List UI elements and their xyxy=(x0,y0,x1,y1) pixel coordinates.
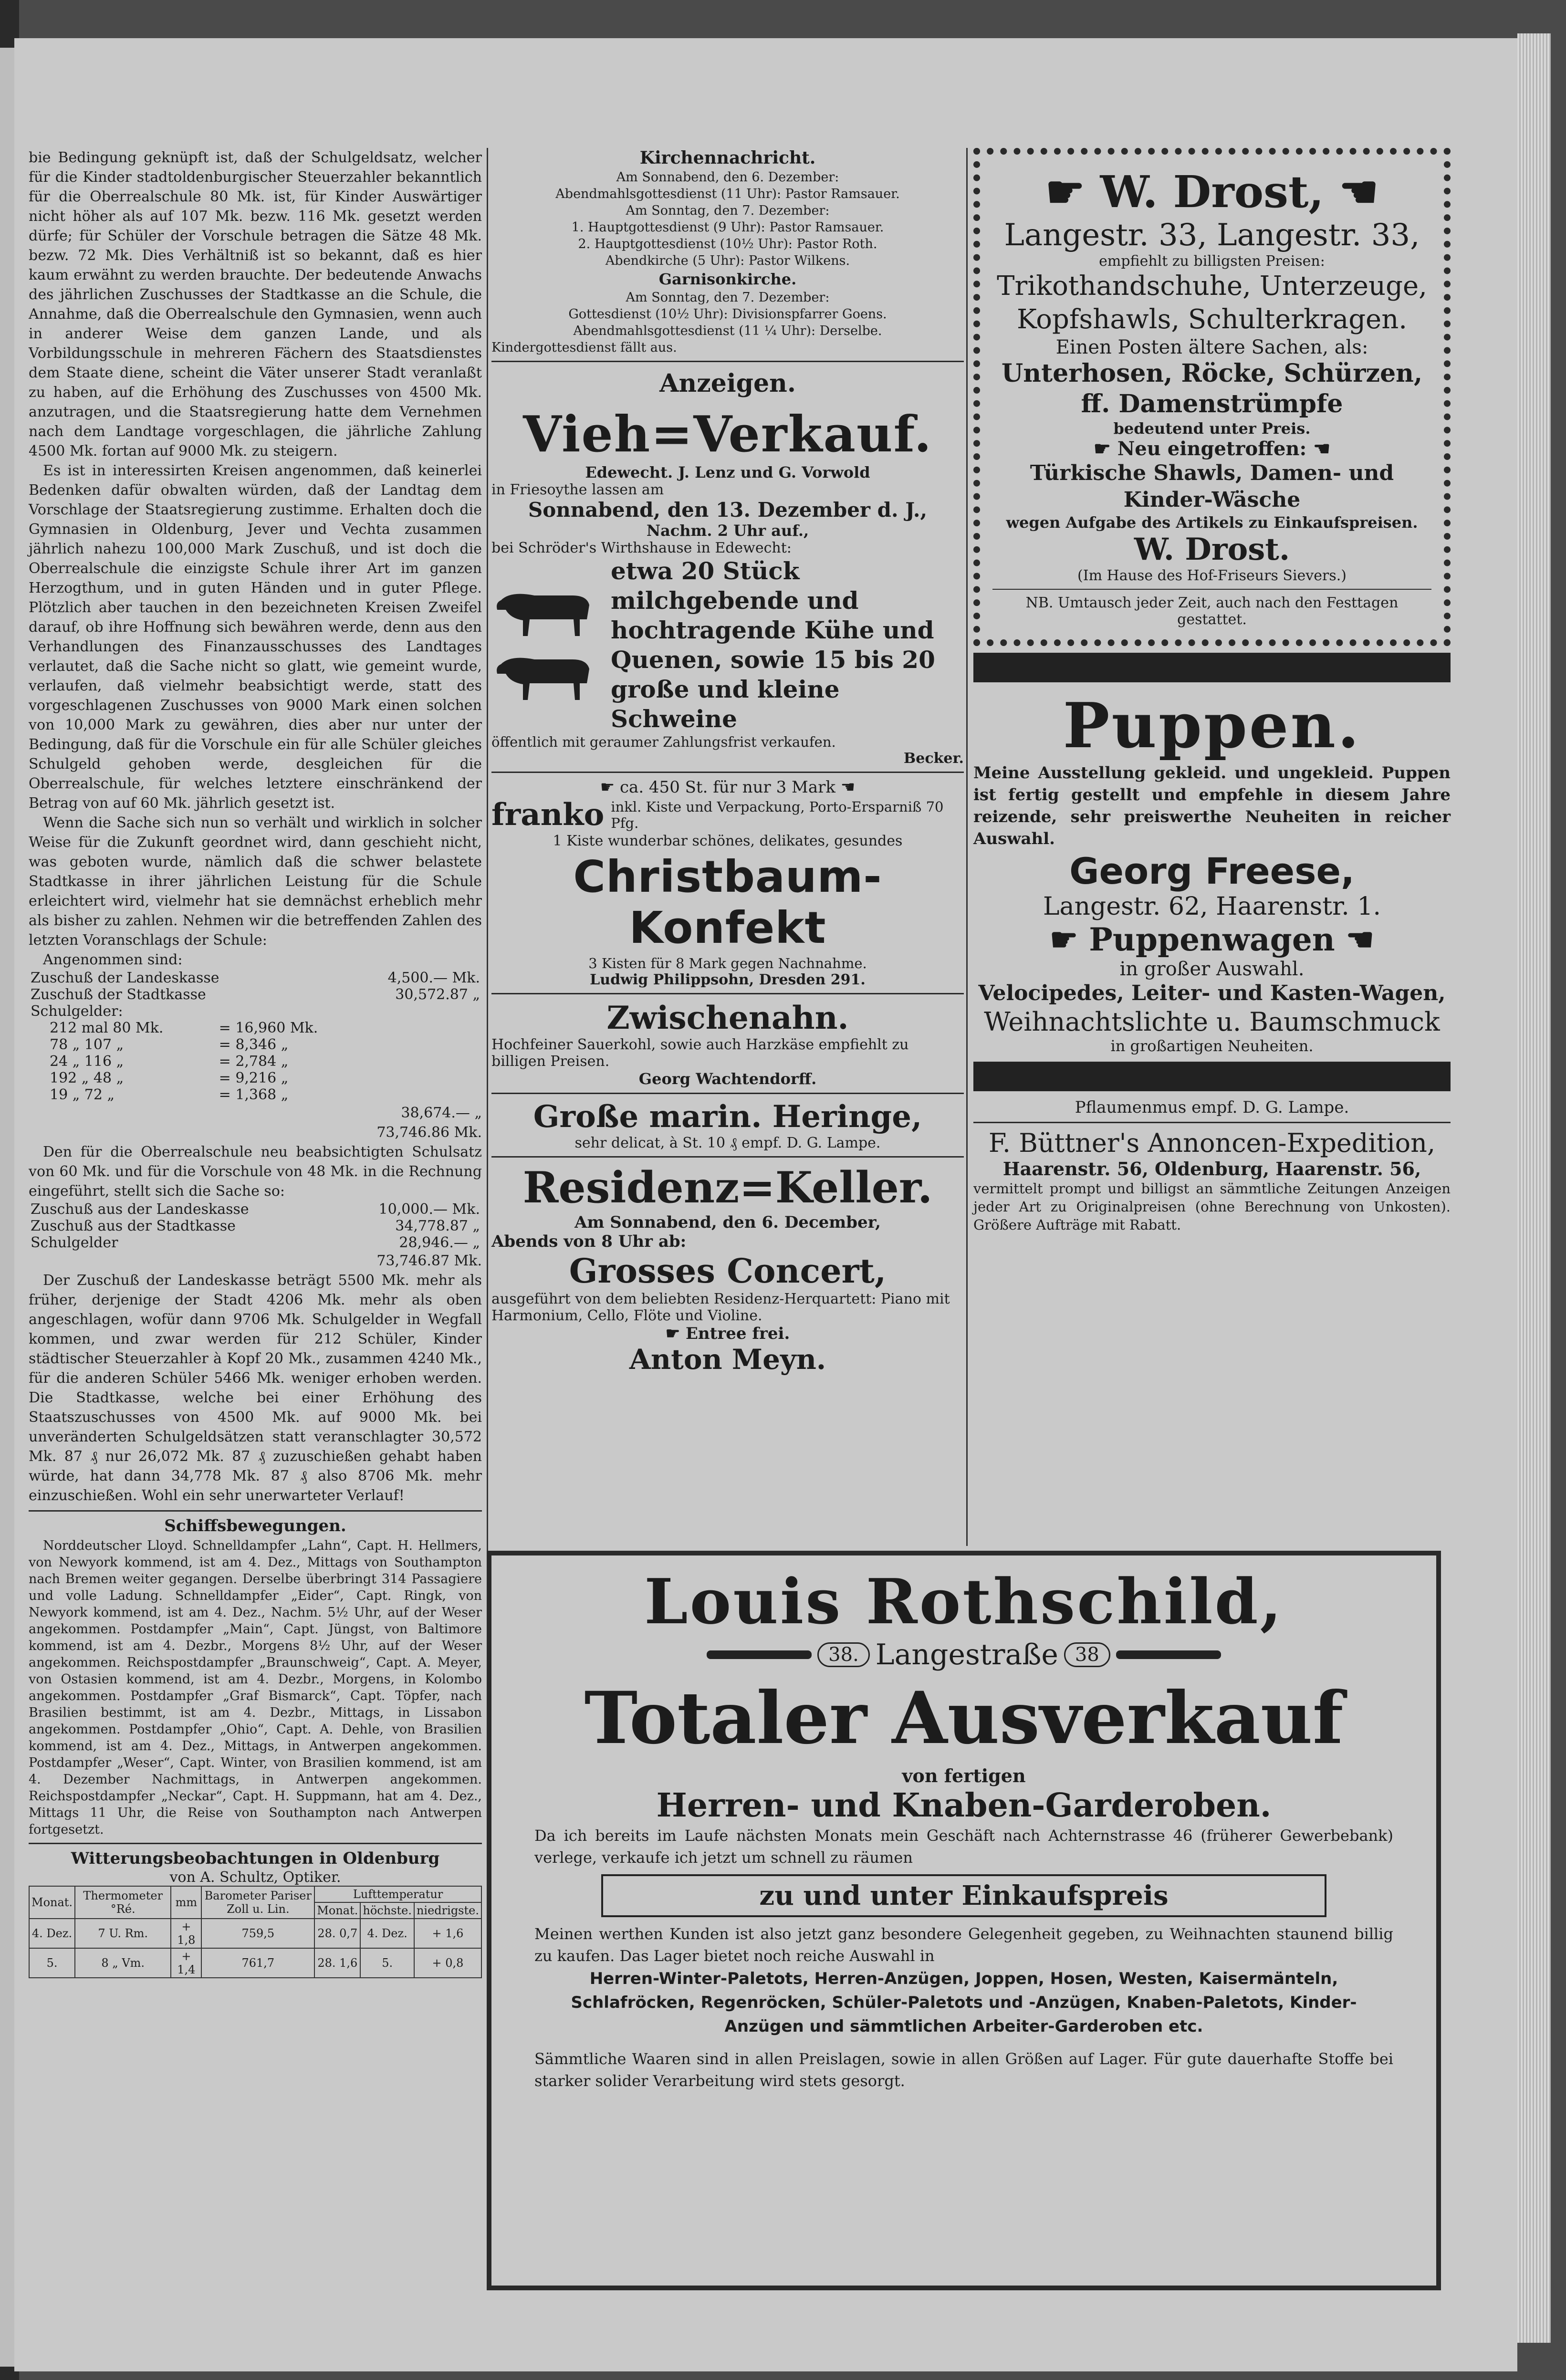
church-line: Abendmahlsgottesdienst (11 ¼ Uhr): Derselbe. xyxy=(573,324,882,338)
drost-name-text: W. Drost, xyxy=(1100,166,1324,218)
article-paragraph: bie Bedingung geknüpft ist, daß der Schulgeldsatz, welcher für die Kinder stadtoldenburgischer Steuerzahler bekanntlich für die Oberrealschule 80 Mk. ist, für Kinder Auswärtiger nicht höher als auf 107 Mk. bezw. 116 Mk. gesetzt werden dürfe; für Schüler der Vorschule betragen die Sätze 48 Mk. bezw. 72 Mk. Dies Verhältniß ist so bekannt, daß es hier kaum erwähnt zu werden brauchte. Der bedeutende Anwachs des jährlichen Zuschusses der Stadtkasse an die Schule, die Annahme, daß die Oberrealschule den Gymnasien, wenn auch in anderer Weise dem ganzen Lande, und als Vorbildungsschule in mehreren Fächern des Staatsdienstes dem Staate diene, scheint die Väter unserer Stadt veranlaßt zu haben, auf die Erhöhung des Zuschusses von 4500 Mk. anzutragen, und die Staatsregierung hatte dem Vernehmen nach dem Landtage vorgeschlagen, die jährliche Zahlung 4500 Mk. fortan auf 9000 Mk. zu steigern. xyxy=(29,149,482,459)
row-label: Zuschuß der Landeskasse xyxy=(31,970,219,986)
vieh-time: Nachm. 2 Uhr auf., xyxy=(646,522,809,540)
row-label: Schulgelder xyxy=(31,1234,118,1251)
cow-icon xyxy=(491,645,596,707)
konfekt-price: ca. 450 St. für nur 3 Mark xyxy=(620,778,835,797)
cell: + 0,8 xyxy=(414,1948,481,1978)
drost-name xyxy=(992,166,1431,218)
rothschild-price-banner xyxy=(601,1874,1326,1917)
row-label: Zuschuß der Stadtkasse xyxy=(31,986,206,1003)
drost-line: Türkische Shawls, Damen- und Kinder-Wäsche xyxy=(1030,461,1394,512)
rothschild-name: Louis Rothschild, xyxy=(644,1565,1284,1638)
budget-label: Angenommen sind: xyxy=(43,951,183,968)
residenz-line: ausgeführt von dem beliebten Residenz-Herquartett: Piano mit Harmonium, Cello, Flöte und Violine. xyxy=(491,1291,950,1324)
residenz-signature: Anton Meyn. xyxy=(629,1343,826,1376)
hand-pointer-icon: ☛ xyxy=(1045,166,1100,218)
puppen-title: Puppen. xyxy=(1063,689,1361,762)
cell: 761,7 xyxy=(201,1948,314,1978)
fee-result: = 9,216 „ xyxy=(219,1070,289,1086)
residenz-concert: Grosses Concert, xyxy=(569,1251,887,1291)
ships-text: Norddeutscher Lloyd. Schnelldampfer „Lahn“, Capt. H. Hellmers, von Newyork kommend, ist am 4. Dez., Mittags von Southampton nach Bremen weiter gegangen. Derselbe überbringt 314 Passagiere und volle Ladung. Schnelldampfer „Eider“, Capt. Ringk, von Newyork kommend, ist am 4. Dez., Nachm. 5½ Uhr, auf der Weser angekommen. Postdampfer „Main“, Capt. Jüngst, von Baltimore kommend, ist am 4. Dezbr., Morgens 8½ Uhr, auf der Weser angekommen. Reichspostdampfer „Braunschweig“, Capt. A. Meyer, von Ostasien kommend, ist am 4. Dezbr., Morgens, in Kolombo angekommen. Postdampfer „Graf Bismarck“, Capt. Töpfer, nach Brasilien bestimmt, ist am 4. Dezbr., Mittags, in Lissabon angekommen. Postdampfer „Ohio“, Capt. A. Dehle, von Brasilien kommend, ist am 4. Dez., Mittags, in Antwerpen angekommen. Postdampfer „Weser“, Capt. Winter, von Brasilien kommend, ist am 4. Dezember Nachmittags, in Antwerpen angekommen. Reichspostdampfer „Neckar“, Capt. H. Suppmann, hat am 4. Dez., Mittags 11 Uhr, die Reise von Southampton nach Antwerpen fortgesetzt. xyxy=(29,1538,482,1837)
vieh-signature: Becker. xyxy=(903,750,964,767)
cell: + 1,6 xyxy=(414,1919,481,1948)
puppen-line: in großartigen Neuheiten. xyxy=(1110,1037,1314,1055)
zwischenahn-line: Hochfeiner Sauerkohl, sowie auch Harzkäse empfiehlt zu billigen Preisen. xyxy=(491,1036,909,1070)
row-value: 34,778.87 „ xyxy=(395,1218,480,1234)
fees-sum: 38,674.— „ xyxy=(401,1105,482,1121)
church-line: 2. Hauptgottesdienst (10½ Uhr): Pastor Roth. xyxy=(578,237,877,251)
weather-table xyxy=(29,1886,482,1978)
cell: 759,5 xyxy=(201,1919,314,1948)
puppen-name: Georg Freese, xyxy=(1069,850,1355,892)
rothschild-line: Herren- und Knaben-Garderoben. xyxy=(656,1786,1272,1825)
church-heading: Kirchennachricht. xyxy=(639,148,816,168)
cell: 5. xyxy=(29,1948,75,1978)
pflaumenmus-line: Pflaumenmus empf. D. G. Lampe. xyxy=(1075,1098,1349,1117)
hand-pointer-icon: ☛ xyxy=(1050,921,1089,958)
budget-table-1 xyxy=(29,970,482,1020)
table-row xyxy=(29,1919,481,1948)
residenz-line: Abends von 8 Uhr ab: xyxy=(491,1232,687,1251)
divider xyxy=(29,1510,482,1512)
col-header: Lufttemperatur xyxy=(314,1886,481,1902)
vieh-date: Sonnabend, den 13. Dezember d. J., xyxy=(528,498,928,522)
col-header: niedrigste. xyxy=(414,1902,481,1919)
cell: + 1,4 xyxy=(171,1948,201,1978)
article-paragraph: Wenn die Sache sich nun so verhält und wirklich in solcher Weise für die Zukunft geordnet wird, dann geschieht nicht, was geboten wurde, nämlich daß die schwer belastete Stadtkasse in ihrer jährlichen Leistung für die Schule erleichtert wird, vielmehr hat sie demnächst erheblich mehr als bisher zu zahlen. Nehmen wir die betreffenden Zahlen des letzten Voranschlags der Schule: xyxy=(29,814,482,949)
ads-heading: Anzeigen. xyxy=(659,369,796,398)
newspaper-page xyxy=(14,38,1517,2371)
article-paragraph: Es ist in interessirten Kreisen angenommen, daß keinerlei Bedenken dafür obwalten würden, daß der Landtag dem Vorschlage der Staatsregierung zustimme. Erhalten doch die Gymnasien in Oldenburg, Jever und Vechta zusammen jährlich nahezu 100,000 Mark Zuschuß, und ist doch die Oberrealschule die einzigste Schule ihrer Art im ganzen Herzogthum, und in guten Händen und in guter Pflege. Plötzlich aber tauchen in den bezeichneten Kreisen Zweifel darauf, ob ihre Hoffnung sich bewähren werde, denn aus den Verhandlungen des Finanzausschusses des Landtages verlautet, daß die Sache nicht so glatt, wie gemeint wurde, verlaufen, daß vielmehr beabsichtigt werde, statt des vorgeschlagenen Zuschusses von 9000 Mark einen solchen von 10,000 Mark zu gewähren, dies aber nur unter der Bedingung, daß für die Vorschule ein für alle Schüler gleiches Schulgeld gehoben werde, desgleichen für die Oberrealschule, für welches letztere einschränkend der Betrag von auf 60 Mk. jährlich gesetzt ist. xyxy=(29,462,482,812)
divider xyxy=(491,361,964,362)
cell: 7 U. Rm. xyxy=(75,1919,171,1948)
residenz-entree-text: Entree frei. xyxy=(686,1324,790,1343)
col-header: mm xyxy=(171,1886,201,1919)
hand-pointer-icon: ☛ xyxy=(1093,438,1117,460)
divider xyxy=(491,1093,964,1094)
drost-new-text: Neu eingetroffen: xyxy=(1117,438,1307,460)
drost-ad xyxy=(973,148,1451,646)
vieh-place: bei Schröder's Wirthshause in Edewecht: xyxy=(491,540,792,556)
fee-calc: 78 „ 107 „ xyxy=(50,1036,124,1053)
vieh-line: in Friesoythe lassen am xyxy=(491,481,664,498)
fee-calc: 19 „ 72 „ xyxy=(50,1086,115,1103)
street-name: Langestraße xyxy=(875,1638,1058,1671)
church-line: Am Sonnabend, den 6. Dezember: xyxy=(616,170,839,185)
divider xyxy=(491,993,964,994)
puppen-address: Langestr. 62, Haarenstr. 1. xyxy=(1043,892,1381,921)
col-header: höchste. xyxy=(360,1902,414,1919)
zwischenahn-signature: Georg Wachtendorff. xyxy=(638,1070,817,1088)
cell: 28. 1,6 xyxy=(314,1948,360,1978)
rothschild-address-banner xyxy=(534,1638,1393,1671)
cell: 4. Dez. xyxy=(29,1919,75,1948)
heringe-line: sehr delicat, à St. 10 ₰ empf. D. G. Lampe. xyxy=(574,1135,881,1151)
rothschild-items: Herren-Winter-Paletots, Herren-Anzügen, Joppen, Hosen, Westen, Kaisermänteln, Schlafröcken, Regenröcken, Schüler-Paletots und -Anzügen, Knaben-Paletots, Kinder-Anzügen und sämmtlichen Arbeiter-Garderoben etc. xyxy=(571,1969,1357,2036)
vieh-line: Edewecht. J. Lenz und G. Vorwold xyxy=(585,463,870,481)
konfekt-line: Ludwig Philippsohn, Dresden 291. xyxy=(590,971,866,988)
drost-name-2: W. Drost. xyxy=(1134,532,1290,567)
table-row xyxy=(29,1003,482,1020)
puppen-line: Velocipedes, Leiter- und Kasten-Wagen, xyxy=(978,981,1446,1005)
table-row xyxy=(29,986,482,1003)
rothschild-price-text: zu und unter Einkaufspreis xyxy=(759,1880,1169,1911)
right-column xyxy=(973,148,1451,1234)
budget-total: 73,746.86 Mk. xyxy=(376,1124,482,1141)
puppen-wagen xyxy=(973,921,1451,958)
vieh-terms: öffentlich mit geraumer Zahlungsfrist verkaufen. xyxy=(491,734,836,750)
previous-page-edge xyxy=(0,48,16,2367)
cattle-illustrations xyxy=(491,581,606,709)
table-row xyxy=(29,1234,482,1251)
rothschild-line: Sämmtliche Waaren sind in allen Preislagen, sowie in allen Größen auf Lager. Für gute dauerhafte Stoffe bei starker solider Verarbeitung wird stets gesorgt. xyxy=(534,2050,1393,2090)
zwischenahn-title: Zwischenahn. xyxy=(606,999,849,1036)
church-line: Am Sonntag, den 7. Dezember: xyxy=(626,290,830,305)
col-header: Monat. xyxy=(29,1886,75,1919)
table-row xyxy=(29,1201,482,1218)
black-divider-bar xyxy=(973,1062,1451,1091)
puppen-line: Weihnachtslichte u. Baumschmuck xyxy=(984,1007,1440,1037)
hand-pointer-icon: ☚ xyxy=(1335,921,1374,958)
article-paragraph: Der Zuschuß der Landeskasse beträgt 5500 Mk. mehr als früher, derjenige der Stadt 4206 Mk. mehr als oben angeschlagen, wofür dann 9706 Mk. Schulgelder in Wegfall kommen, und zwar werden für 212 Schüler, Kinder städtischer Steuerzahler à Kopf 20 Mk., zusammen 4240 Mk., für die anderen Schüler 5466 Mk. weniger erhoben werden. Die Stadtkasse, welche bei einer Erhöhung des Staatszuschusses von 4500 Mk. auf 9000 Mk. bei unveränderten Schulgeldsätzen statt veranschlagter 30,572 Mk. 87 ₰ nur 26,072 Mk. 87 ₰ zuzuschießen gehabt haben würde, hat dann 34,778 Mk. 87 ₰ also 8706 Mk. mehr einzuschießen. Wohl ein sehr unerwarteter Verlauf! xyxy=(29,1272,482,1504)
fee-result: = 1,368 „ xyxy=(219,1086,289,1103)
page-edges xyxy=(1517,33,1551,2343)
table-row xyxy=(48,1070,365,1086)
fee-result: = 16,960 Mk. xyxy=(219,1020,318,1036)
table-header-row xyxy=(29,1886,481,1902)
row-value: 10,000.— Mk. xyxy=(378,1201,480,1218)
konfekt-franko-row xyxy=(491,797,964,833)
buettner-text: vermittelt prompt und billigst an sämmtliche Zeitungen Anzeigen jeder Art zu Originalpreisen (ohne Berechnung von Unkosten). Größere Aufträge mit Rabatt. xyxy=(973,1180,1451,1233)
church-line: Am Sonntag, den 7. Dezember: xyxy=(626,203,830,218)
hand-pointer-icon: ☚ xyxy=(835,778,856,797)
row-value: 28,946.— „ xyxy=(399,1234,480,1251)
konfekt-line: inkl. Kiste und Verpackung, Porto-Ersparniß 70 Pfg. xyxy=(611,798,944,831)
table-row xyxy=(48,1053,365,1070)
black-divider-bar xyxy=(973,653,1451,682)
puppen-line: Meine Ausstellung gekleid. und ungekleid. Puppen ist fertig gestellt und empfehle in diesem Jahre reizende, sehr preiswerthe Neuheiten in reicher Auswahl. xyxy=(973,763,1451,848)
residenz-line: Am Sonnabend, den 6. December, xyxy=(574,1213,881,1232)
hand-pointer-icon: ☚ xyxy=(1324,166,1378,218)
column-rule xyxy=(966,148,968,1546)
article-paragraph: Den für die Oberrealschule neu beabsichtigten Schulsatz von 60 Mk. und für die Vorschule von 48 Mk. in die Rechnung eingeführt, stellt sich die Sache so: xyxy=(29,1144,482,1200)
vieh-body: etwa 20 Stück milchgebende und hochtragende Kühe und Quenen, sowie 15 bis 20 große und kleine Schweine xyxy=(611,557,935,733)
drost-line: wegen Aufgabe des Artikels zu Einkaufspreisen. xyxy=(1006,513,1418,532)
table-row xyxy=(48,1020,365,1036)
drost-line: bedeutend unter Preis. xyxy=(1113,419,1311,438)
house-number: 38. xyxy=(817,1642,870,1667)
konfekt-line: 1 Kiste wunderbar schönes, delikates, gesundes xyxy=(553,833,903,849)
residenz-entree xyxy=(491,1324,964,1343)
budget-total: 73,746.87 Mk. xyxy=(376,1253,482,1269)
rothschild-line: Meinen werthen Kunden ist also jetzt ganz besondere Gelegenheit gegeben, zu Weihnachten staunend billig zu kaufen. Das Lager bietet noch reiche Auswahl in xyxy=(534,1925,1393,1965)
cell: 4. Dez. xyxy=(360,1919,414,1948)
row-value xyxy=(331,1003,482,1020)
hand-pointer-icon: ☚ xyxy=(1306,438,1331,460)
row-label: Zuschuß aus der Stadtkasse xyxy=(31,1218,236,1234)
table-row xyxy=(29,1218,482,1234)
rothschild-ad xyxy=(487,1551,1441,2290)
weather-heading: Witterungsbeobachtungen in Oldenburg xyxy=(71,1849,440,1868)
table-row xyxy=(29,970,482,986)
church-line: Kindergottesdienst fällt aus. xyxy=(491,340,677,355)
fee-result: = 8,346 „ xyxy=(219,1036,289,1053)
row-label: Schulgelder: xyxy=(31,1003,123,1020)
garrison-heading: Garnisonkirche. xyxy=(658,270,797,288)
divider xyxy=(973,1122,1451,1123)
table-row xyxy=(48,1036,365,1053)
vieh-body-row xyxy=(491,556,964,734)
hand-pointer-icon: ☛ xyxy=(600,778,620,797)
left-column xyxy=(29,148,482,1978)
divider xyxy=(491,772,964,773)
budget-table-2 xyxy=(29,1201,482,1251)
cow-icon xyxy=(491,581,596,643)
konfekt-line: 3 Kisten für 8 Mark gegen Nachnahme. xyxy=(588,955,867,971)
house-number: 38 xyxy=(1064,1642,1110,1667)
puppen-line: in großer Auswahl. xyxy=(1119,958,1305,980)
cell: 5. xyxy=(360,1948,414,1978)
buettner-address: Haarenstr. 56, Oldenburg, Haarenstr. 56, xyxy=(1002,1158,1421,1180)
weather-subheading: von A. Schultz, Optiker. xyxy=(169,1869,341,1886)
rothschild-sale-title: Totaler Ausverkauf xyxy=(584,1676,1344,1760)
fee-calc: 212 mal 80 Mk. xyxy=(50,1020,164,1036)
vieh-title: Vieh=Verkauf. xyxy=(523,405,932,463)
konfekt-line xyxy=(491,778,964,797)
drost-line: Einen Posten ältere Sachen, als: xyxy=(1055,336,1368,358)
drost-line: empfiehlt zu billigsten Preisen: xyxy=(1099,253,1325,270)
col-header: Thermometer °Ré. xyxy=(75,1886,171,1919)
fee-calc: 192 „ 48 „ xyxy=(50,1070,124,1086)
drost-line: Trikothandschuhe, Unterzeuge, Kopfshawls, Schulterkragen. xyxy=(997,271,1427,335)
cell: 28. 0,7 xyxy=(314,1919,360,1948)
rothschild-content xyxy=(534,1565,1393,2092)
konfekt-title: Christbaum-Konfekt xyxy=(573,851,882,953)
residenz-title: Residenz=Keller. xyxy=(522,1162,933,1213)
drost-note: NB. Umtausch jeder Zeit, auch nach den Festtagen gestattet. xyxy=(1025,595,1399,628)
drost-line: Unterhosen, Röcke, Schürzen, ff. Damenstrümpfe xyxy=(1001,359,1423,418)
row-label: Zuschuß aus der Landeskasse xyxy=(31,1201,249,1218)
divider xyxy=(992,589,1431,590)
buettner-title: F. Büttner's Annoncen-Expedition, xyxy=(988,1128,1436,1158)
rothschild-line: von fertigen xyxy=(902,1765,1026,1786)
middle-column xyxy=(491,148,964,1376)
konfekt-franko: franko xyxy=(491,797,605,833)
ships-heading: Schiffsbewegungen. xyxy=(164,1516,346,1535)
divider xyxy=(491,1156,964,1158)
hand-pointer-icon: ☛ xyxy=(665,1324,686,1343)
church-line: Abendmahlsgottesdienst (11 Uhr): Pastor Ramsauer. xyxy=(555,187,900,201)
church-line: 1. Hauptgottesdienst (9 Uhr): Pastor Ramsauer. xyxy=(571,220,884,235)
table-row xyxy=(29,1948,481,1978)
row-value: 30,572.87 „ xyxy=(395,986,480,1003)
drost-new xyxy=(992,438,1431,460)
puppen-wagen-text: Puppenwagen xyxy=(1089,921,1335,958)
table-row xyxy=(48,1086,365,1103)
banner-bar xyxy=(707,1650,812,1659)
rothschild-line: Da ich bereits im Laufe nächsten Monats mein Geschäft nach Achternstrasse 46 (früherer Gewerbebank) verlege, verkaufe ich jetzt um schnell zu räumen xyxy=(534,1827,1393,1867)
cell: + 1,8 xyxy=(171,1919,201,1948)
row-value: 4,500.— Mk. xyxy=(387,970,480,986)
church-line: Gottesdienst (10½ Uhr): Divisionspfarrer Goens. xyxy=(568,307,887,322)
drost-line: (Im Hause des Hof-Friseurs Sievers.) xyxy=(1077,567,1347,584)
drost-address: Langestr. 33, Langestr. 33, xyxy=(1004,218,1420,253)
church-line: Abendkirche (5 Uhr): Pastor Wilkens. xyxy=(605,253,850,268)
fees-table xyxy=(48,1020,365,1103)
divider xyxy=(29,1843,482,1844)
cell: 8 „ Vm. xyxy=(75,1948,171,1978)
col-header: Monat. xyxy=(314,1902,360,1919)
heringe-title: Große marin. Heringe, xyxy=(533,1099,922,1135)
fee-calc: 24 „ 116 „ xyxy=(50,1053,124,1070)
banner-bar xyxy=(1116,1650,1221,1659)
fee-result: = 2,784 „ xyxy=(219,1053,289,1070)
col-header: Barometer Pariser Zoll u. Lin. xyxy=(201,1886,314,1919)
